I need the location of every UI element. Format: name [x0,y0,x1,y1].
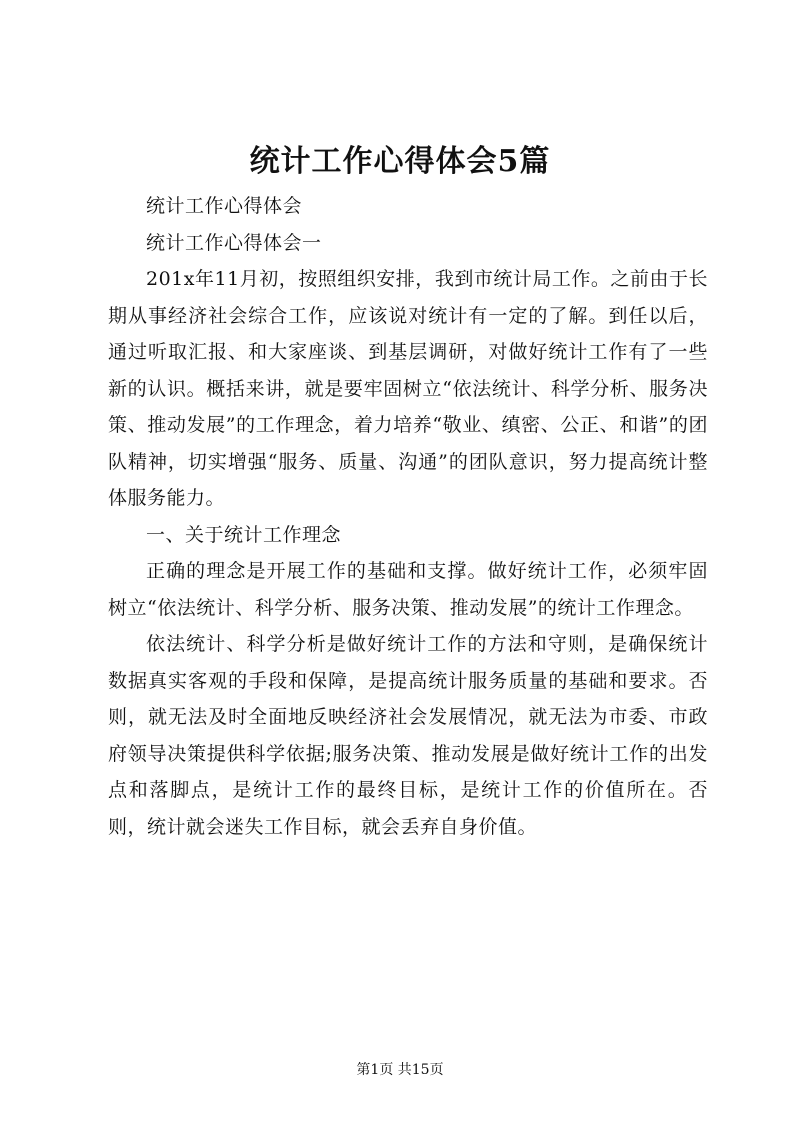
page-number-footer: 第1页 共15页 [356,1062,444,1078]
paragraph-method: 依法统计、科学分析是做好统计工作的方法和守则，是确保统计数据真实客观的手段和保障，是提高统计服务质量的基础和要求。否则，就无法及时全面地反映经济社会发展情况，就无法为市委、市政府领导决策提供科学依据;服务决策、推动发展是做好统计工作的出发点和落脚点，是统计工作的最终目标，是统计工作的价值所在。否则，统计就会迷失工作目标，就会丢弃自身价值。 [108,633,708,838]
document-title: 统计工作心得体会5篇 [249,144,551,179]
paragraph-section-heading: 统计工作心得体会一 [146,231,322,254]
paragraph-intro: 201x年11月初，按照组织安排，我到市统计局工作。之前由于长期从事经济社会综合工作，应该说对统计有一定的了解。到任以后，通过听取汇报、和大家座谈、到基层调研，对做好统计工作有了一些新的认识。概括来讲，就是要牢固树立“依法统计、科学分析、服务决策、推动发展”的工作理念，着力培养“敬业、缜密、公正、和谐”的团队精神，切实增强“服务、质量、沟通”的团队意识，努力提高统计整体服务能力。 [108,268,708,509]
paragraph-concept: 正确的理念是开展工作的基础和支撑。做好统计工作，必须牢固树立“依法统计、科学分析、服务决策、推动发展”的统计工作理念。 [108,560,708,619]
paragraph-subtitle: 统计工作心得体会 [146,195,303,217]
paragraph-heading-concept: 一、关于统计工作理念 [146,523,342,546]
document-body [108,188,708,845]
